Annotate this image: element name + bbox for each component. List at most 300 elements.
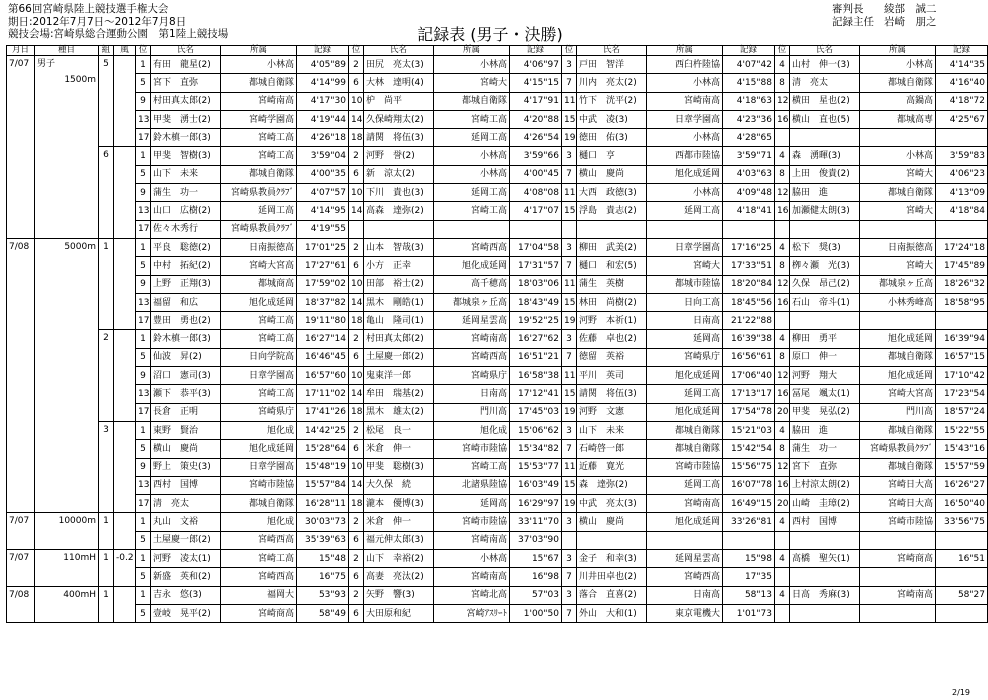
col-event: 種目 <box>35 46 99 56</box>
athlete-name: 高森 達弥(2) <box>364 202 434 220</box>
record-time: 4'26"54 <box>510 129 562 147</box>
event-date: 7/07 <box>7 550 35 587</box>
affiliation: 都城自衛隊 <box>860 348 936 366</box>
place: 16 <box>775 110 790 128</box>
affiliation: 旭化成延岡 <box>860 367 936 385</box>
place: 2 <box>349 421 364 439</box>
affiliation: 西臼杵陸協 <box>647 56 723 74</box>
athlete-name: 森 湧暉(3) <box>790 147 860 165</box>
athlete-name: 山下 未来 <box>577 421 647 439</box>
affiliation: 宮崎西高 <box>434 238 510 256</box>
affiliation: 日向学院高 <box>221 348 297 366</box>
record-time: 58"13 <box>723 586 775 604</box>
place: 11 <box>562 458 577 476</box>
record-time: 37'03"90 <box>510 531 562 549</box>
record-time: 16'27"14 <box>297 330 349 348</box>
record-time: 15"98 <box>723 550 775 568</box>
athlete-name: 松下 奨(3) <box>790 238 860 256</box>
record-time: 3'59"04 <box>297 147 349 165</box>
results-table <box>6 45 988 623</box>
record-time: 30'03"73 <box>297 513 349 531</box>
athlete-name: 外山 大和(1) <box>577 604 647 622</box>
athlete-name: 西村 国博 <box>790 513 860 531</box>
record-time: 4'00"45 <box>510 165 562 183</box>
place: 5 <box>136 568 151 586</box>
record-time: 15'22"55 <box>936 421 988 439</box>
place <box>775 129 790 147</box>
record-time: 15"67 <box>510 550 562 568</box>
athlete-name: 有田 龍星(2) <box>151 56 221 74</box>
place: 20 <box>775 495 790 513</box>
place: 19 <box>562 312 577 330</box>
affiliation: 福岡大 <box>221 586 297 604</box>
record-time: 16'29"97 <box>510 495 562 513</box>
record-time: 17"35 <box>723 568 775 586</box>
event-name: 110mH <box>63 553 96 564</box>
place: 6 <box>349 531 364 549</box>
heat-number: 1 <box>99 238 114 329</box>
place: 6 <box>349 74 364 92</box>
place: 18 <box>349 495 364 513</box>
athlete-name: 久保 昂己(2) <box>790 275 860 293</box>
result-row <box>7 367 988 385</box>
place <box>562 220 577 238</box>
record-time: 17'33"51 <box>723 257 775 275</box>
place: 1 <box>136 147 151 165</box>
page-number: 2/19 <box>952 688 970 697</box>
wind-value <box>114 330 136 421</box>
affiliation: 日向工高 <box>647 293 723 311</box>
record-time: 16"75 <box>297 568 349 586</box>
record-time: 15'34"82 <box>510 440 562 458</box>
place: 15 <box>562 293 577 311</box>
affiliation: 都城商高 <box>221 275 297 293</box>
result-row <box>7 568 988 586</box>
place: 4 <box>775 330 790 348</box>
heat-number: 1 <box>99 513 114 550</box>
place: 2 <box>349 513 364 531</box>
place: 15 <box>562 476 577 494</box>
athlete-name: 宮下 直弥 <box>790 458 860 476</box>
record-time: 18'58"95 <box>936 293 988 311</box>
affiliation: 旭化成延岡 <box>221 440 297 458</box>
record-time: 15'57"59 <box>936 458 988 476</box>
athlete-name: 瀬下 恭平(3) <box>151 385 221 403</box>
athlete-name: 中武 亮太(3) <box>577 495 647 513</box>
record-time: 18'03"06 <box>510 275 562 293</box>
place: 9 <box>136 92 151 110</box>
place: 1 <box>136 238 151 256</box>
record-time: 4'20"88 <box>510 110 562 128</box>
place: 17 <box>136 220 151 238</box>
affiliation: 都城自衛隊 <box>860 458 936 476</box>
athlete-name: 宮下 直弥 <box>151 74 221 92</box>
place: 3 <box>562 550 577 568</box>
record-time: 17'27"61 <box>297 257 349 275</box>
place: 12 <box>775 458 790 476</box>
affiliation: 小林高 <box>434 56 510 74</box>
affiliation: 宮崎県教員ｸﾗﾌﾞ <box>221 220 297 238</box>
place <box>775 220 790 238</box>
affiliation: 日章学園高 <box>647 110 723 128</box>
athlete-name: 落合 直喜(2) <box>577 586 647 604</box>
record-time: 1'01"73 <box>723 604 775 622</box>
affiliation: 都城自衛隊 <box>221 495 297 513</box>
athlete-name: 瀧本 優博(3) <box>364 495 434 513</box>
place: 5 <box>136 440 151 458</box>
record-time: 16'07"78 <box>723 476 775 494</box>
result-row <box>7 257 988 275</box>
place <box>775 568 790 586</box>
athlete-name: 沼口 憲司(3) <box>151 367 221 385</box>
result-row <box>7 312 988 330</box>
place: 7 <box>562 165 577 183</box>
record-time: 17'13"17 <box>723 385 775 403</box>
place: 1 <box>136 421 151 439</box>
affiliation: 日南高 <box>434 385 510 403</box>
athlete-name: 山崎 圭璋(2) <box>790 495 860 513</box>
place: 3 <box>562 238 577 256</box>
place: 14 <box>349 293 364 311</box>
place: 19 <box>562 129 577 147</box>
athlete-name: 村田真太郎(2) <box>151 92 221 110</box>
affiliation: 延岡高 <box>434 495 510 513</box>
record-time: 3'59"83 <box>936 147 988 165</box>
athlete-name: 横山 慶尚 <box>577 513 647 531</box>
record-time: 17'24"18 <box>936 238 988 256</box>
col-team: 所属 <box>647 46 723 56</box>
athlete-name: 清 亮太 <box>151 495 221 513</box>
record-time: 4'06"97 <box>510 56 562 74</box>
affiliation: 旭化成 <box>221 421 297 439</box>
affiliation: 宮崎工高 <box>221 312 297 330</box>
athlete-name <box>364 220 434 238</box>
affiliation: 宮崎商高 <box>860 550 936 568</box>
record-time <box>936 129 988 147</box>
affiliation: 宮崎南高 <box>860 586 936 604</box>
athlete-name: 大西 政徳(3) <box>577 184 647 202</box>
record-time: 16'50"40 <box>936 495 988 513</box>
affiliation: 宮崎大宮高 <box>860 385 936 403</box>
record-time: 15'56"75 <box>723 458 775 476</box>
place: 16 <box>775 202 790 220</box>
record-time: 16'49"15 <box>723 495 775 513</box>
place: 13 <box>136 293 151 311</box>
athlete-name: 中村 拓紀(2) <box>151 257 221 275</box>
place: 2 <box>349 586 364 604</box>
place: 8 <box>775 257 790 275</box>
place: 4 <box>775 586 790 604</box>
athlete-name: 小方 正幸 <box>364 257 434 275</box>
place <box>775 604 790 622</box>
athlete-name: 冨尾 颯太(1) <box>790 385 860 403</box>
record-time: 4'03"63 <box>723 165 775 183</box>
record-time: 4'09"48 <box>723 184 775 202</box>
athlete-name: 土屋慶一郎(2) <box>151 531 221 549</box>
athlete-name: 日高 秀麻(3) <box>790 586 860 604</box>
result-row <box>7 476 988 494</box>
affiliation: 都城自衛隊 <box>221 74 297 92</box>
athlete-name: 河野 凌太(1) <box>151 550 221 568</box>
athlete-name: 下川 貴也(3) <box>364 184 434 202</box>
affiliation <box>860 531 936 549</box>
athlete-name: 樋口 亨 <box>577 147 647 165</box>
affiliation <box>860 604 936 622</box>
place: 6 <box>349 604 364 622</box>
result-row <box>7 129 988 147</box>
result-row <box>7 275 988 293</box>
place: 2 <box>349 147 364 165</box>
athlete-name: 甲斐 聡樹(3) <box>364 458 434 476</box>
athlete-name: 石崎啓一郎 <box>577 440 647 458</box>
affiliation: 宮崎大 <box>860 202 936 220</box>
record-time: 4'19"44 <box>297 110 349 128</box>
record-time: 16"98 <box>510 568 562 586</box>
affiliation: 日章学園高 <box>647 238 723 256</box>
place: 4 <box>775 550 790 568</box>
record-time <box>723 220 775 238</box>
affiliation: 都城泉ヶ丘高 <box>860 275 936 293</box>
athlete-name: 甲斐 湧士(2) <box>151 110 221 128</box>
judge-role: 審判長 <box>832 3 864 15</box>
place: 1 <box>136 330 151 348</box>
record-time: 16'57"60 <box>297 367 349 385</box>
record-time: 17'45"03 <box>510 403 562 421</box>
place: 3 <box>562 586 577 604</box>
affiliation: 宮崎大 <box>860 165 936 183</box>
page-title: 記録表 (男子・決勝) <box>417 25 563 44</box>
record-time: 18'20"84 <box>723 275 775 293</box>
result-row <box>7 531 988 549</box>
result-row <box>7 550 988 568</box>
event-date: 7/07 <box>7 513 35 550</box>
affiliation <box>434 220 510 238</box>
affiliation: 宮崎ｱｽﾘｰﾄ <box>434 604 510 622</box>
place: 8 <box>775 348 790 366</box>
athlete-name: 竹下 洸平(2) <box>577 92 647 110</box>
affiliation: 宮崎工高 <box>221 330 297 348</box>
place: 18 <box>349 312 364 330</box>
athlete-name: 久保崎翔太(2) <box>364 110 434 128</box>
col-name: 氏名 <box>790 46 860 56</box>
affiliation: 小林高 <box>860 147 936 165</box>
affiliation: 小林高 <box>647 129 723 147</box>
place: 3 <box>562 513 577 531</box>
athlete-name: 吉永 悠(3) <box>151 586 221 604</box>
event-date: 7/08 <box>7 586 35 623</box>
affiliation: 旭化成延岡 <box>647 367 723 385</box>
athlete-name: 米倉 伸一 <box>364 513 434 531</box>
affiliation: 小林秀峰高 <box>860 293 936 311</box>
affiliation: 小林高 <box>860 56 936 74</box>
athlete-name: 石山 帝斗(1) <box>790 293 860 311</box>
record-time: 4'14"99 <box>297 74 349 92</box>
place: 8 <box>775 165 790 183</box>
athlete-name: 大田原和紀 <box>364 604 434 622</box>
event-name-cell <box>35 550 99 587</box>
col-pos: 位 <box>349 46 364 56</box>
place: 7 <box>562 257 577 275</box>
athlete-name <box>790 604 860 622</box>
athlete-name: 高橋 聖矢(1) <box>790 550 860 568</box>
place: 1 <box>136 586 151 604</box>
athlete-name: 牟田 瑞基(2) <box>364 385 434 403</box>
record-time: 4'06"23 <box>936 165 988 183</box>
result-row <box>7 184 988 202</box>
wind-value <box>114 147 136 238</box>
place: 3 <box>562 330 577 348</box>
affiliation: 宮崎市陸協 <box>434 513 510 531</box>
event-name-cell <box>35 238 99 512</box>
record-time: 17'41"26 <box>297 403 349 421</box>
place: 10 <box>349 458 364 476</box>
athlete-name: 金子 和幸(3) <box>577 550 647 568</box>
athlete-name: 山下 未来 <box>151 165 221 183</box>
record-time: 4'19"55 <box>297 220 349 238</box>
header-row <box>7 46 988 56</box>
place: 7 <box>562 568 577 586</box>
affiliation: 旭化成延岡 <box>647 165 723 183</box>
affiliation: 宮崎工高 <box>221 385 297 403</box>
athlete-name: 蒲生 英樹 <box>577 275 647 293</box>
athlete-name: 請関 将伍(3) <box>577 385 647 403</box>
heat-number: 6 <box>99 147 114 238</box>
place: 6 <box>349 257 364 275</box>
place: 5 <box>136 257 151 275</box>
record-time: 53"93 <box>297 586 349 604</box>
affiliation: 宮崎市陸協 <box>221 476 297 494</box>
affiliation: 宮崎工高 <box>221 129 297 147</box>
heat-number: 1 <box>99 550 114 587</box>
affiliation: 北諸県陸協 <box>434 476 510 494</box>
place: 17 <box>136 129 151 147</box>
athlete-name: 新 涼太(2) <box>364 165 434 183</box>
place <box>349 220 364 238</box>
affiliation: 高鍋高 <box>860 92 936 110</box>
record-time: 16'51"21 <box>510 348 562 366</box>
place: 13 <box>136 385 151 403</box>
result-row <box>7 458 988 476</box>
athlete-name: 長倉 正明 <box>151 403 221 421</box>
result-row <box>7 495 988 513</box>
place: 6 <box>349 165 364 183</box>
affiliation: 宮崎市陸協 <box>860 513 936 531</box>
place: 10 <box>349 367 364 385</box>
place: 7 <box>562 440 577 458</box>
record-time <box>936 568 988 586</box>
event-name-cell <box>35 586 99 623</box>
athlete-name: 仙波 昇(2) <box>151 348 221 366</box>
affiliation: 宮崎大 <box>647 257 723 275</box>
affiliation: 宮崎県庁 <box>221 403 297 421</box>
affiliation: 都城自衛隊 <box>860 74 936 92</box>
record-time: 58"27 <box>936 586 988 604</box>
col-record: 記録 <box>723 46 775 56</box>
heat-number: 1 <box>99 586 114 623</box>
place: 10 <box>349 275 364 293</box>
col-pos: 位 <box>562 46 577 56</box>
place: 2 <box>349 56 364 74</box>
affiliation: 宮崎市陸協 <box>647 458 723 476</box>
affiliation: 小林高 <box>434 550 510 568</box>
record-time: 4'18"41 <box>723 202 775 220</box>
place: 1 <box>136 56 151 74</box>
event-name: 10000m <box>58 516 96 527</box>
athlete-name: 河野 誉(2) <box>364 147 434 165</box>
affiliation: 宮崎南高 <box>221 92 297 110</box>
place: 14 <box>349 385 364 403</box>
affiliation: 旭化成延岡 <box>434 257 510 275</box>
affiliation: 旭化成 <box>221 513 297 531</box>
result-row <box>7 421 988 439</box>
place: 3 <box>562 421 577 439</box>
place: 9 <box>136 458 151 476</box>
affiliation: 小林高 <box>434 147 510 165</box>
record-time: 16'39"94 <box>936 330 988 348</box>
place: 9 <box>136 275 151 293</box>
affiliation: 都城市陸協 <box>647 275 723 293</box>
record-time: 15'43"16 <box>936 440 988 458</box>
athlete-name: 壹岐 晃平(2) <box>151 604 221 622</box>
record-time: 19'52"25 <box>510 312 562 330</box>
affiliation: 宮崎工高 <box>434 110 510 128</box>
record-time: 17'06"40 <box>723 367 775 385</box>
place: 13 <box>136 476 151 494</box>
record-time: 17'59"02 <box>297 275 349 293</box>
athlete-name: 戸田 智洋 <box>577 56 647 74</box>
record-time: 4'26"18 <box>297 129 349 147</box>
athlete-name: 加瀬健太朗(3) <box>790 202 860 220</box>
athlete-name: 米倉 伸一 <box>364 440 434 458</box>
record-time: 4'16"40 <box>936 74 988 92</box>
record-time <box>510 220 562 238</box>
col-team: 所属 <box>860 46 936 56</box>
affiliation: 都城自衛隊 <box>860 421 936 439</box>
record-time: 33'11"70 <box>510 513 562 531</box>
record-time: 4'17"30 <box>297 92 349 110</box>
record-time: 15'57"84 <box>297 476 349 494</box>
affiliation: 宮崎大宮高 <box>221 257 297 275</box>
result-row <box>7 202 988 220</box>
affiliation: 宮崎南高 <box>434 330 510 348</box>
affiliation: 宮崎県庁 <box>434 367 510 385</box>
record-time: 17'12"41 <box>510 385 562 403</box>
result-row <box>7 92 988 110</box>
athlete-name: 村田真太郎(2) <box>364 330 434 348</box>
affiliation: 宮崎工高 <box>434 202 510 220</box>
record-time: 4'15"88 <box>723 74 775 92</box>
record-time: 4'05"89 <box>297 56 349 74</box>
record-time: 21'22"88 <box>723 312 775 330</box>
athlete-name: 佐藤 卓也(2) <box>577 330 647 348</box>
affiliation: 日章学園高 <box>221 367 297 385</box>
athlete-name <box>790 531 860 549</box>
affiliation: 日南高 <box>647 312 723 330</box>
athlete-name: 林田 尚樹(2) <box>577 293 647 311</box>
record-time: 16'46"45 <box>297 348 349 366</box>
wind-value: -0.2 <box>114 550 136 587</box>
place: 16 <box>775 385 790 403</box>
result-row <box>7 440 988 458</box>
athlete-name: 浮島 貴志(2) <box>577 202 647 220</box>
place: 15 <box>562 385 577 403</box>
place: 4 <box>775 147 790 165</box>
record-time: 17'23"54 <box>936 385 988 403</box>
result-row <box>7 165 988 183</box>
wind-value <box>114 513 136 550</box>
athlete-name: 原口 伸一 <box>790 348 860 366</box>
athlete-name: 川井田卓也(2) <box>577 568 647 586</box>
